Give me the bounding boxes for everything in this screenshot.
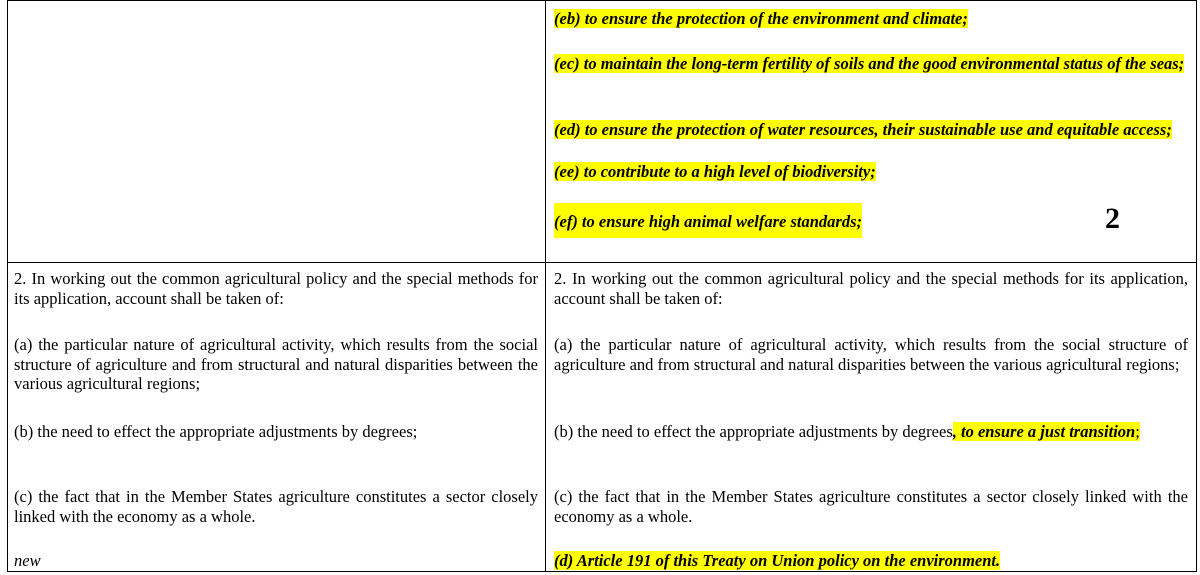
objective-eb: (eb) to ensure the protection of the environment and climate; xyxy=(554,9,968,28)
left-item-b: (b) the need to effect the appropriate adjustments by degrees; xyxy=(14,422,418,441)
right-item-b xyxy=(554,422,1188,442)
footnote-marker: 2 xyxy=(1105,202,1120,235)
right-paragraph-2: 2. In working out the common agricultural policy and the special methods for its application, account shall be taken of: xyxy=(554,269,1188,308)
proposed-text-cell xyxy=(546,263,1196,571)
current-text-cell xyxy=(8,263,545,571)
left-item-a: (a) the particular nature of agricultural activity, which results from the social structure of agriculture and from structural and natural disparities between the various agricultural regions; xyxy=(14,335,538,393)
left-paragraph-2: 2. In working out the common agricultural policy and the special methods for its application, account shall be taken of: xyxy=(14,269,538,308)
table-border-right xyxy=(1196,0,1197,572)
table-border-bottom xyxy=(7,571,1197,572)
objective-ee: (ee) to contribute to a high level of biodiversity; xyxy=(554,162,876,181)
objective-ef: (ef) to ensure high animal welfare standards; xyxy=(554,203,904,238)
right-item-a: (a) the particular nature of agricultural activity, which results from the social structure of agriculture and from structural and natural disparities between the various agricultural regions; xyxy=(554,335,1188,374)
new-label: new xyxy=(14,551,41,570)
objective-ec: (ec) to maintain the long-term fertility of soils and the good environmental status of the seas; xyxy=(554,54,1185,73)
left-item-c: (c) the fact that in the Member States agriculture constitutes a sector closely linked with the economy as a whole. xyxy=(14,487,538,526)
right-item-b-original: (b) the need to effect the appropriate adjustments by degrees xyxy=(554,422,953,441)
new-objectives-cell xyxy=(546,1,1196,262)
right-item-d: (d) Article 191 of this Treaty on Union policy on the environment. xyxy=(554,551,1001,570)
right-item-b-amendment: , to ensure a just transition xyxy=(952,422,1136,441)
right-item-b-end: ; xyxy=(1135,422,1140,441)
empty-cell-top-left xyxy=(8,1,545,262)
objective-ed: (ed) to ensure the protection of water resources, their sustainable use and equitable access; xyxy=(554,120,1172,139)
right-item-c: (c) the fact that in the Member States agriculture constitutes a sector closely linked with the economy as a whole. xyxy=(554,487,1188,526)
